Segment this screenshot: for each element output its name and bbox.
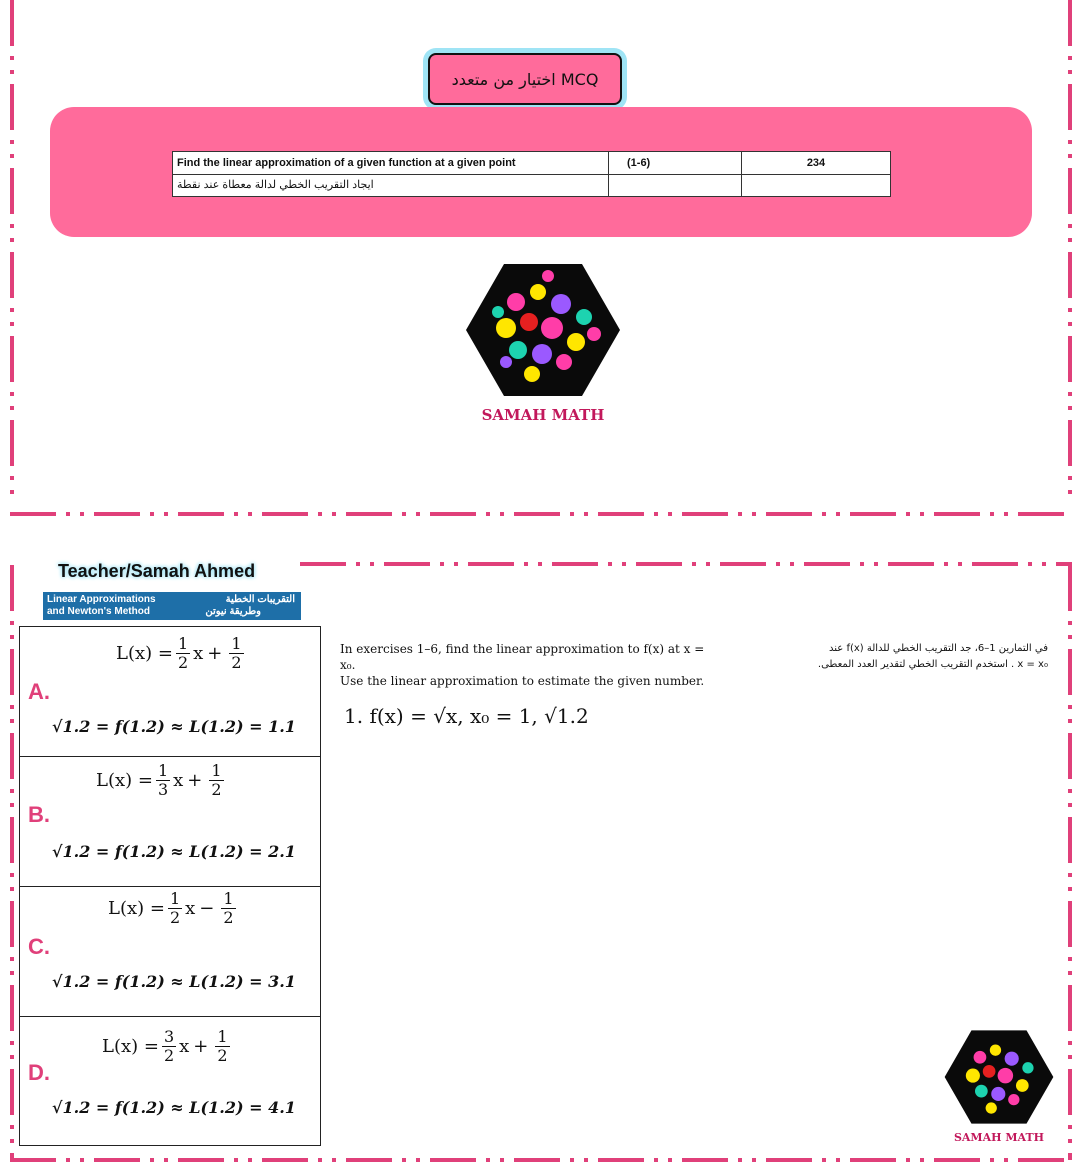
option-a-letter: A. xyxy=(28,679,50,704)
option-b-formula: L(x) = $\frac{1}{3}$ x + $\frac{1}{2}$ xyxy=(96,761,222,799)
option-c[interactable] xyxy=(20,886,320,1017)
option-b[interactable] xyxy=(20,756,320,887)
frame-left-top xyxy=(10,0,14,500)
option-b-letter: B. xyxy=(28,802,50,827)
instructions-ar: في التمارين 1–6، جد التقريب الخطي للدالة f(x) عند x = x₀ . استخدم التقريب الخطي لتقدير العدد المعطى. xyxy=(817,643,1048,670)
brand-name-small: SAMAH MATH xyxy=(953,1131,1045,1144)
option-d-value: √1.2 = f(1.2) ≈ L(1.2) = 4.1 xyxy=(52,1098,296,1117)
butterfly-hexagon-icon xyxy=(944,1029,1054,1125)
frame-left-bottom xyxy=(10,565,14,1160)
topic-en-1: Linear Approximations xyxy=(47,594,156,605)
option-c-formula: L(x) = $\frac{1}{2}$ x − $\frac{1}{2}$ xyxy=(108,889,234,927)
frame-divider-top xyxy=(10,512,1072,516)
option-a[interactable] xyxy=(20,627,320,757)
frame-right-top xyxy=(1068,0,1072,500)
option-c-letter: C. xyxy=(28,934,50,959)
topic-ar-1: التقريبات الخطية xyxy=(225,594,295,605)
topic-ar: ايجاد التقريب الخطي لدالة معطاة عند نقطة xyxy=(173,174,609,196)
topic-row-1 xyxy=(173,152,890,175)
option-b-value: √1.2 = f(1.2) ≈ L(1.2) = 2.1 xyxy=(52,842,296,861)
exercise-1: 1. f(x) = √x, x₀ = 1, √1.2 xyxy=(344,704,589,728)
frame-bottom xyxy=(10,1158,1072,1162)
mcq-label: اختيار من متعدد MCQ xyxy=(428,53,622,105)
topic-en-2: and Newton's Method xyxy=(47,606,150,617)
topic-page: 234 xyxy=(806,157,826,169)
topic-table xyxy=(172,151,891,197)
topic-row-2 xyxy=(173,174,890,196)
option-a-value: √1.2 = f(1.2) ≈ L(1.2) = 1.1 xyxy=(52,717,296,736)
teacher-name: Teacher/Samah Ahmed xyxy=(58,561,256,581)
answer-options xyxy=(19,626,321,1146)
instructions-en: In exercises 1–6, find the linear approximation to f(x) at x = x₀. Use the linear approximation to estimate the given number. xyxy=(340,642,705,688)
option-d[interactable] xyxy=(20,1016,320,1145)
option-d-formula: L(x) = $\frac{3}{2}$ x + $\frac{1}{2}$ xyxy=(102,1027,228,1065)
brand-logo-small xyxy=(944,1029,1054,1145)
brand-logo-large xyxy=(466,262,620,422)
option-a-formula: L(x) = $\frac{1}{2}$ x + $\frac{1}{2}$ xyxy=(116,634,242,672)
butterfly-hexagon-icon xyxy=(466,262,620,398)
lesson-topic-bar xyxy=(43,592,301,620)
topic-ar-2: وطريقة نيوتن xyxy=(205,606,261,617)
topic-en: Find the linear approximation of a given function at a given point xyxy=(173,152,609,174)
frame-right-bottom xyxy=(1068,565,1072,1160)
brand-name: SAMAH MATH xyxy=(481,406,605,424)
option-d-letter: D. xyxy=(28,1060,50,1085)
topic-range: (1-6) xyxy=(609,152,742,174)
frame-divider-mid xyxy=(300,562,1072,566)
option-c-value: √1.2 = f(1.2) ≈ L(1.2) = 3.1 xyxy=(52,972,296,991)
